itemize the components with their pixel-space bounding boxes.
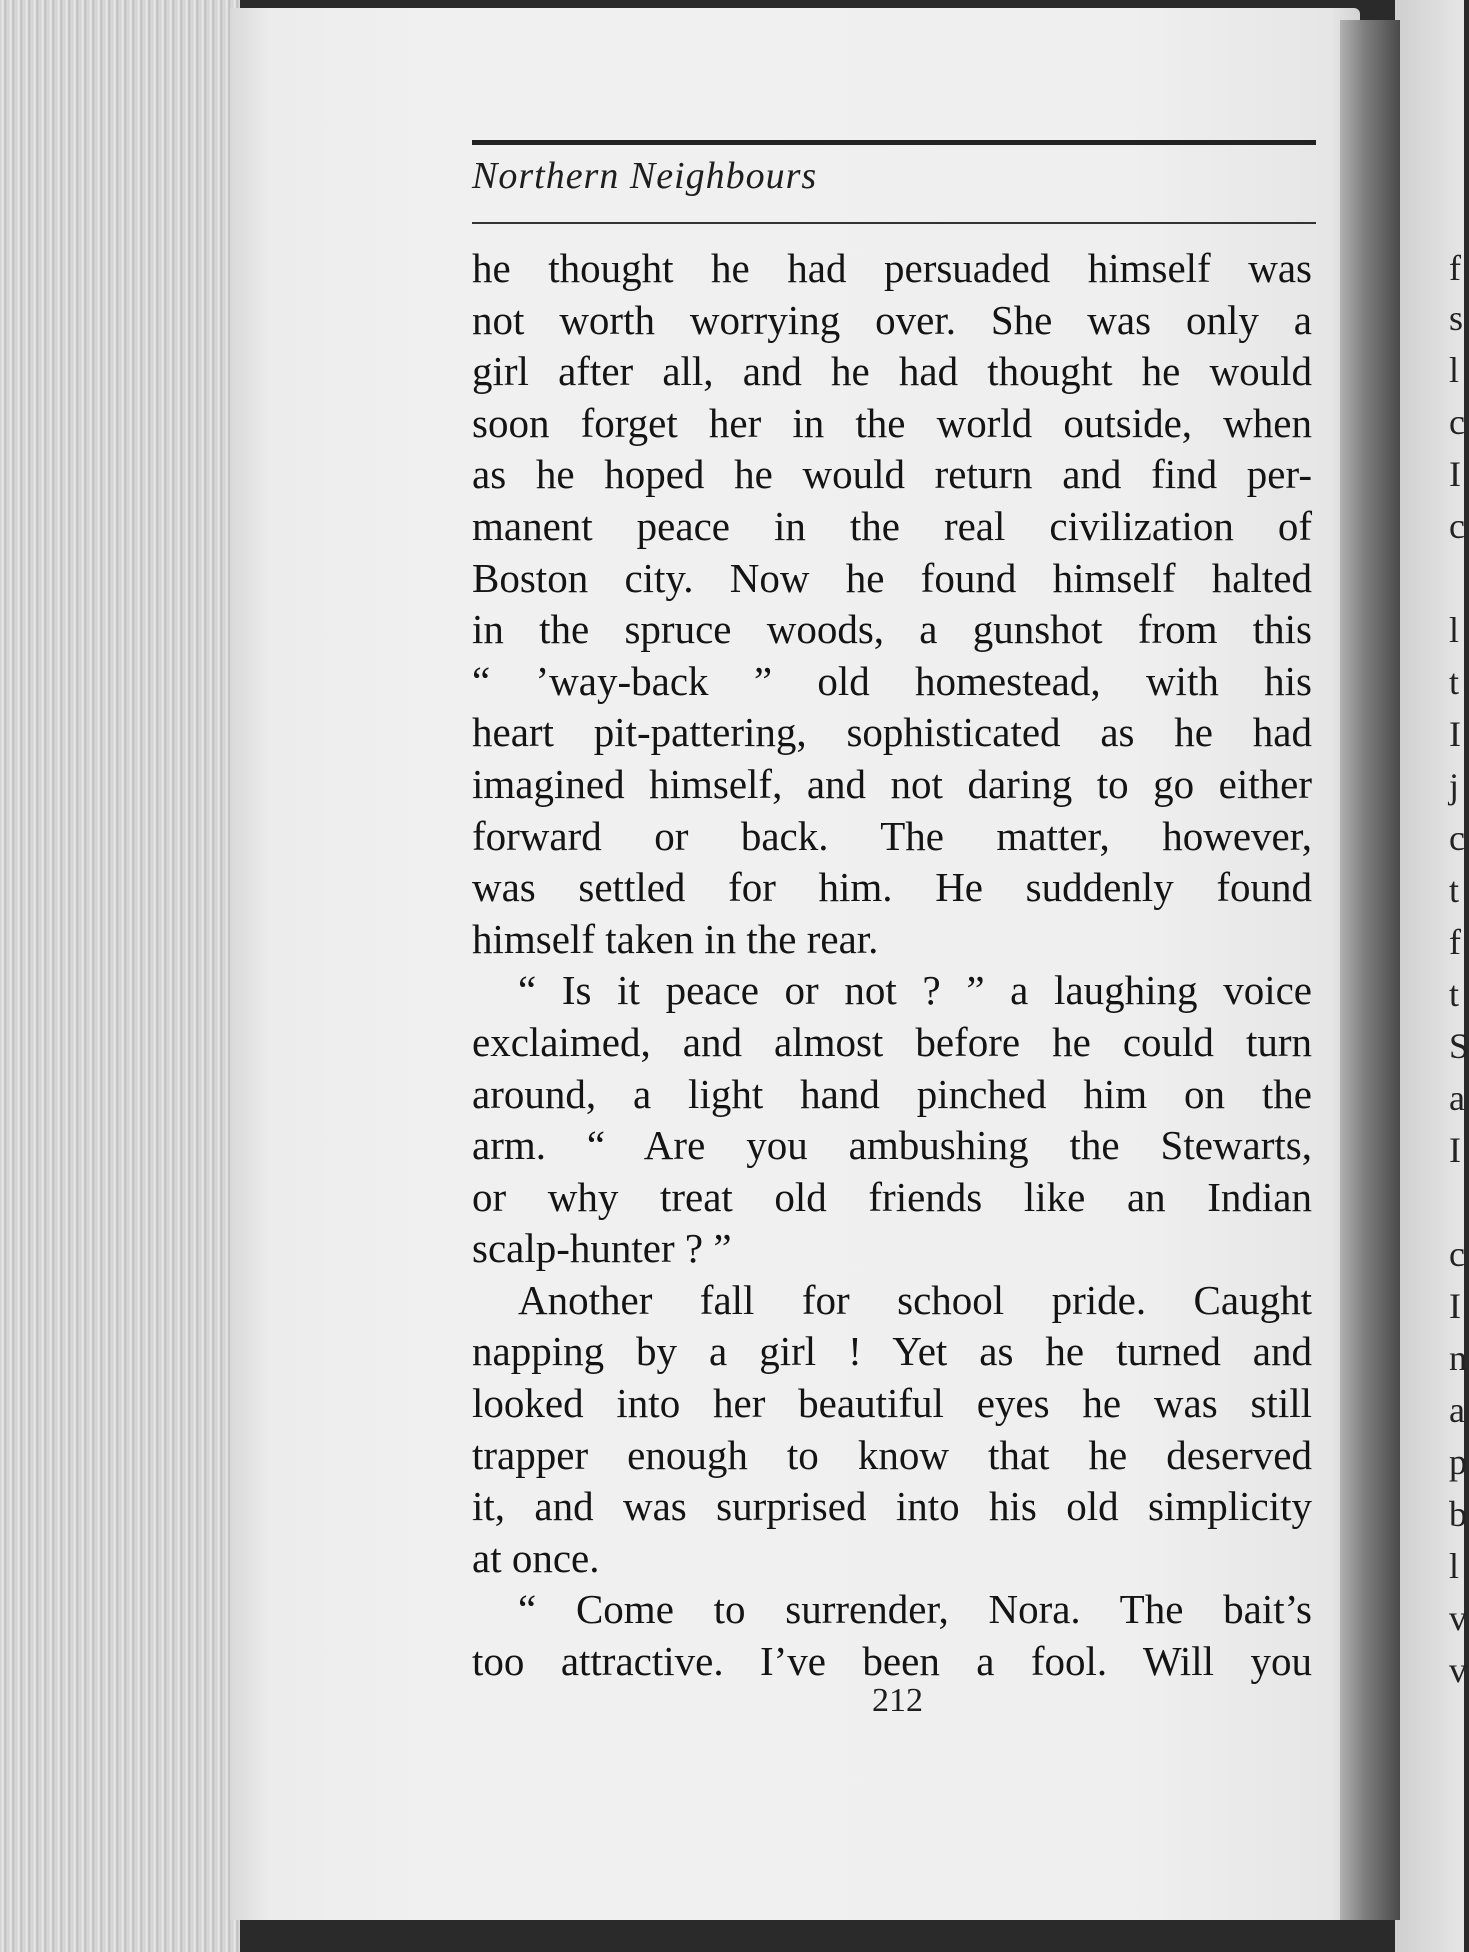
facing-page-fragment: t (1449, 870, 1460, 910)
text-line: in the spruce woods, a gunshot from this (472, 606, 1312, 653)
text-line: was settled for him. He suddenly found (472, 864, 1312, 911)
body-text (472, 243, 1312, 1688)
facing-page-fragment: c (1449, 506, 1465, 546)
text-line: it, and was surprised into his old simplicity (472, 1483, 1312, 1530)
facing-page-edge (1395, 0, 1469, 1952)
header-rule-bottom (472, 222, 1316, 224)
text-line: at once. (472, 1534, 600, 1581)
text-line: he thought he had persuaded himself was (472, 245, 1312, 291)
facing-page-fragment: S (1449, 1026, 1469, 1066)
facing-page-fragment: v (1449, 1598, 1467, 1638)
facing-page-fragment: l (1449, 610, 1460, 650)
facing-page-fragment: f (1449, 922, 1461, 962)
text-line: Another fall for school pride. Caught (518, 1276, 1312, 1323)
text-line: soon forget her in the world outside, when (472, 399, 1312, 446)
text-line: imagined himself, and not daring to go either (472, 760, 1312, 807)
text-line: “ Come to surrender, Nora. The bait’s (518, 1586, 1312, 1633)
text-line: as he hoped he would return and find per- (472, 451, 1312, 498)
page-number: 212 (872, 1682, 923, 1719)
text-line: Boston city. Now he found himself halted (472, 554, 1312, 601)
facing-page-fragment: v (1449, 1650, 1467, 1690)
text-line: “ Is it peace or not ? ” a laughing voice (518, 967, 1312, 1014)
text-line: trapper enough to know that he deserved (472, 1431, 1312, 1478)
text-line: himself taken in the rear. (472, 915, 879, 962)
running-title: Northern Neighbours (472, 155, 818, 197)
text-line: around, a light hand pinched him on the (472, 1070, 1312, 1117)
facing-page-fragment: l (1449, 1546, 1460, 1586)
facing-page-fragment: c (1449, 818, 1465, 858)
text-line: exclaimed, and almost before he could turn (472, 1018, 1312, 1065)
facing-page-fragment: p (1449, 1442, 1467, 1482)
facing-page-fragment: c (1449, 1234, 1465, 1274)
header-rule-top (472, 140, 1316, 145)
book-page-edges (0, 0, 240, 1952)
text-line: girl after all, and he had thought he would (472, 348, 1312, 395)
facing-page-fragment: I (1449, 1286, 1461, 1326)
facing-page-fragment: t (1449, 662, 1460, 702)
text-line: manent peace in the real civilization of (472, 502, 1312, 549)
text-line: too attractive. I’ve been a fool. Will you (472, 1638, 1312, 1685)
facing-page-fragment: I (1449, 714, 1461, 754)
facing-page-fragment: I (1449, 1130, 1461, 1170)
text-line: napping by a girl ! Yet as he turned and (472, 1328, 1312, 1375)
facing-page-fragment: j (1449, 766, 1460, 806)
facing-page-fragment: f (1449, 248, 1461, 288)
text-line: forward or back. The matter, however, (472, 812, 1312, 859)
facing-page-fragment: s (1449, 298, 1464, 338)
facing-page-fragment: I (1449, 454, 1461, 494)
facing-page-fragment: a (1449, 1078, 1465, 1118)
text-line: scalp-hunter ? ” (472, 1225, 732, 1272)
facing-page-fragment: n (1449, 1338, 1467, 1378)
facing-page-fragment: a (1449, 1390, 1465, 1430)
text-line: or why treat old friends like an Indian (472, 1173, 1312, 1220)
facing-page-fragment: t (1449, 974, 1460, 1014)
facing-page-fragment: c (1449, 402, 1465, 442)
text-line: “ ’way-back ” old homestead, with his (472, 657, 1312, 704)
book-gutter (1340, 20, 1400, 1920)
facing-page-fragment: b (1449, 1494, 1467, 1534)
facing-page-fragment: l (1449, 350, 1460, 390)
text-line: not worth worrying over. She was only a (472, 296, 1312, 343)
text-line: heart pit-pattering, sophisticated as he had (472, 709, 1312, 756)
text-line: arm. “ Are you ambushing the Stewarts, (472, 1122, 1312, 1169)
text-line: looked into her beautiful eyes he was still (472, 1380, 1312, 1427)
